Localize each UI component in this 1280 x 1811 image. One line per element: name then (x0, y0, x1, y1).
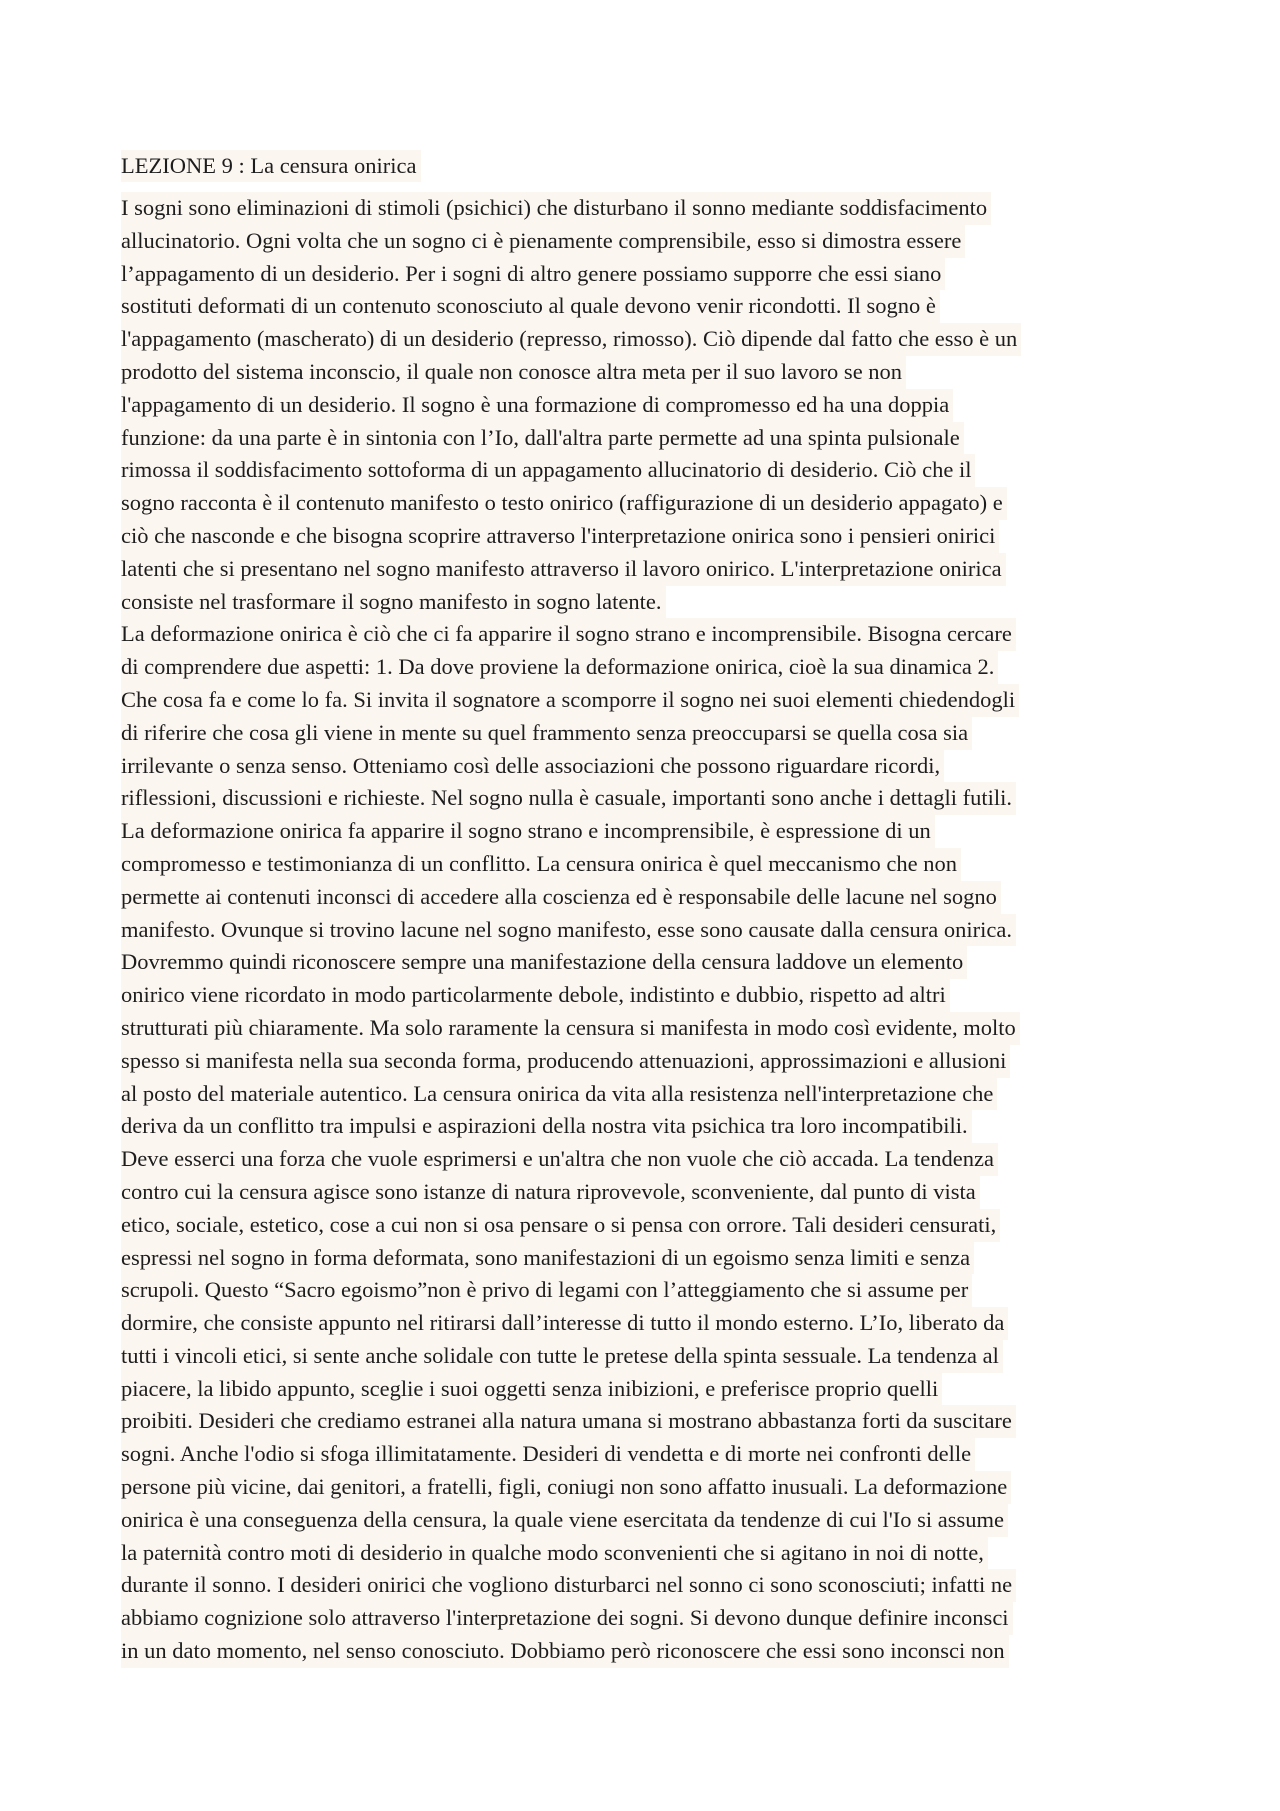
text-line: manifesto. Ovunque si trovino lacune nel sogno manifesto, esse sono causate dalla censura onirica. (121, 914, 1016, 947)
text-line: contro cui la censura agisce sono istanze di natura riprovevole, sconveniente, dal punto di vista (121, 1176, 980, 1209)
text-line: spesso si manifesta nella sua seconda forma, producendo attenuazioni, approssimazioni e allusioni (121, 1045, 1010, 1078)
text-line: deriva da un conflitto tra impulsi e aspirazioni della nostra vita psichica tra loro incompatibili. (121, 1110, 972, 1143)
text-line: piacere, la libido appunto, sceglie i suoi oggetti senza inibizioni, e preferisce proprio quelli (121, 1373, 942, 1406)
text-line: etico, sociale, estetico, cose a cui non si osa pensare o si pensa con orrore. Tali desideri censurati, (121, 1209, 1000, 1242)
text-line: proibiti. Desideri che crediamo estranei alla natura umana si mostrano abbastanza forti da suscitare (121, 1405, 1016, 1438)
text-line: rimossa il soddisfacimento sottoforma di un appagamento allucinatorio di desiderio. Ciò che il (121, 454, 975, 487)
text-line: strutturati più chiaramente. Ma solo raramente la censura si manifesta in modo così evidente, molto (121, 1012, 1020, 1045)
text-line: ciò che nasconde e che bisogna scoprire attraverso l'interpretazione onirica sono i pensieri onirici (121, 520, 999, 553)
text-line: prodotto del sistema inconscio, il quale non conosce altra meta per il suo lavoro se non (121, 356, 906, 389)
text-line: onirico viene ricordato in modo particolarmente debole, indistinto e dubbio, rispetto ad altri (121, 979, 950, 1012)
text-line: al posto del materiale autentico. La censura onirica da vita alla resistenza nell'interpretazione che (121, 1078, 997, 1111)
text-line: riflessioni, discussioni e richieste. Nel sogno nulla è casuale, importanti sono anche i dettagli futili. (121, 782, 1016, 815)
text-line: onirica è una conseguenza della censura, la quale viene esercitata da tendenze di cui l'Io si assume (121, 1504, 1008, 1537)
text-line: consiste nel trasformare il sogno manifesto in sogno latente. (121, 586, 666, 619)
text-line: tutti i vincoli etici, si sente anche solidale con tutte le pretese della spinta sessuale. La tendenza al (121, 1340, 1003, 1373)
text-line: compromesso e testimonianza di un conflitto. La censura onirica è quel meccanismo che non (121, 848, 961, 881)
text-line: persone più vicine, dai genitori, a fratelli, figli, coniugi non sono affatto inusuali. La deformazione (121, 1471, 1011, 1504)
text-line: irrilevante o senza senso. Otteniamo così delle associazioni che possono riguardare ricordi, (121, 750, 944, 783)
text-line: l'appagamento di un desiderio. Il sogno è una formazione di compromesso ed ha una doppia (121, 389, 953, 422)
text-line: permette ai contenuti inconsci di accedere alla coscienza ed è responsabile delle lacune nel sogno (121, 881, 1001, 914)
text-line: Deve esserci una forza che vuole esprimersi e un'altra che non vuole che ciò accada. La tendenza (121, 1143, 998, 1176)
lesson-title: LEZIONE 9 : La censura onirica (121, 150, 421, 182)
text-line: durante il sonno. I desideri onirici che vogliono disturbarci nel sonno ci sono sconosciuti; infatti ne (121, 1569, 1016, 1602)
text-line: la paternità contro moti di desiderio in qualche modo sconvenienti che si agitano in noi di notte, (121, 1537, 988, 1570)
paragraph-intro (121, 192, 1161, 618)
document-page (121, 150, 1161, 1668)
text-line: scrupoli. Questo “Sacro egoismo”non è privo di legami con l’atteggiamento che si assume per (121, 1274, 972, 1307)
text-line: l'appagamento (mascherato) di un desiderio (represso, rimosso). Ciò dipende dal fatto che esso è un (121, 323, 1021, 356)
text-line: allucinatorio. Ogni volta che un sogno ci è pienamente comprensibile, esso si dimostra essere (121, 225, 965, 258)
text-line: Che cosa fa e come lo fa. Si invita il sognatore a scomporre il sogno nei suoi elementi chiedendogli (121, 684, 1019, 717)
text-line: sostituti deformati di un contenuto sconosciuto al quale devono venir ricondotti. Il sogno è (121, 290, 940, 323)
text-line: dormire, che consiste appunto nel ritirarsi dall’interesse di tutto il mondo esterno. L’Io, liberato da (121, 1307, 1008, 1340)
text-line: Dovremmo quindi riconoscere sempre una manifestazione della censura laddove un elemento (121, 946, 967, 979)
text-line: espressi nel sogno in forma deformata, sono manifestazioni di un egoismo senza limiti e senza (121, 1242, 974, 1275)
text-line: sogno racconta è il contenuto manifesto o testo onirico (raffigurazione di un desiderio appagato) e (121, 487, 1007, 520)
text-line: abbiamo cognizione solo attraverso l'interpretazione dei sogni. Si devono dunque definire inconsci (121, 1602, 1013, 1635)
text-line: in un dato momento, nel senso conosciuto. Dobbiamo però riconoscere che essi sono inconsci non (121, 1635, 1009, 1668)
text-line: l’appagamento di un desiderio. Per i sogni di altro genere possiamo supporre che essi siano (121, 258, 945, 291)
text-line: di comprendere due aspetti: 1. Da dove proviene la deformazione onirica, cioè la sua dinamica 2. (121, 651, 998, 684)
text-line: I sogni sono eliminazioni di stimoli (psichici) che disturbano il sonno mediante soddisfacimento (121, 192, 991, 225)
text-line: sogni. Anche l'odio si sfoga illimitatamente. Desideri di vendetta e di morte nei confronti delle (121, 1438, 975, 1471)
paragraph-deformation (121, 618, 1161, 1668)
text-line: latenti che si presentano nel sogno manifesto attraverso il lavoro onirico. L'interpretazione onirica (121, 553, 1006, 586)
text-line: La deformazione onirica fa apparire il sogno strano e incomprensibile, è espressione di un (121, 815, 935, 848)
text-line: di riferire che cosa gli viene in mente su quel frammento senza preoccuparsi se quella cosa sia (121, 717, 972, 750)
text-line: La deformazione onirica è ciò che ci fa apparire il sogno strano e incomprensibile. Bisogna cercare (121, 618, 1016, 651)
text-line: funzione: da una parte è in sintonia con l’Io, dall'altra parte permette ad una spinta pulsionale (121, 422, 964, 455)
